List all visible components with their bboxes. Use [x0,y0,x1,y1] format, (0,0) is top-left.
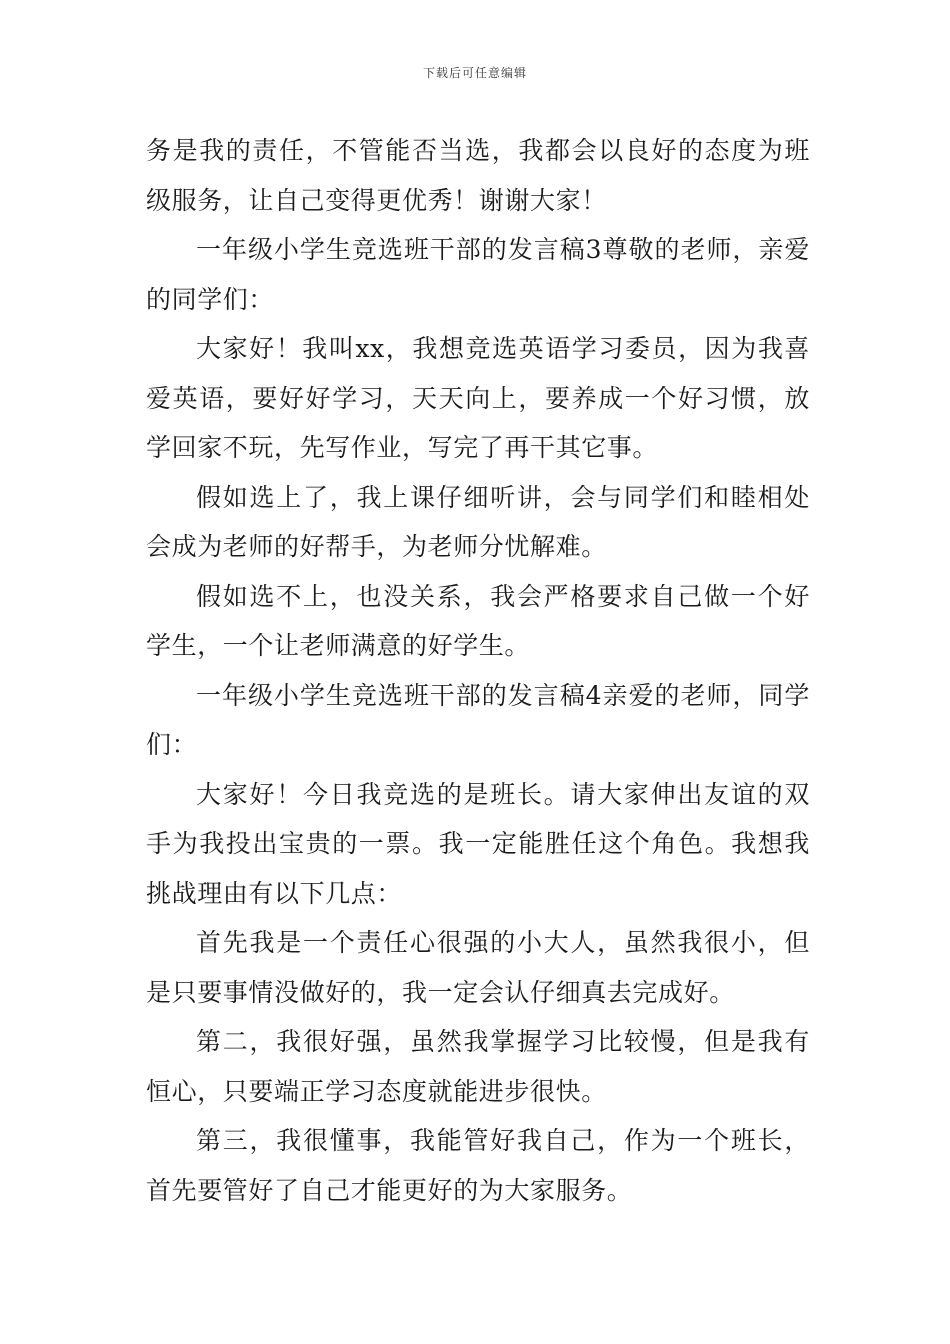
paragraph-3: 大家好！我叫xx，我想竞选英语学习委员，因为我喜爱英语，要好好学习，天天向上，要养成一个好习惯，放学回家不玩，先写作业，写完了再干其它事。 [146,334,810,462]
paragraph-9: 第二，我很好强，虽然我掌握学习比较慢，但是我有恒心，只要端正学习态度就能进步很快。 [146,1027,810,1106]
paragraph-4: 假如选上了，我上课仔细听讲，会与同学们和睦相处会成为老师的好帮手，为老师分忧解难。 [146,482,810,561]
paragraph-8: 首先我是一个责任心很强的小大人，虽然我很小，但是只要事情没做好的，我一定会认仔细真去完成好。 [146,928,810,1007]
paragraph-10: 第三，我很懂事，我能管好我自己，作为一个班长，首先要管好了自己才能更好的为大家服务。 [146,1126,810,1205]
page-header-note: 下载后可任意编辑 [422,66,527,80]
document-body [146,126,810,1215]
paragraph-1: 务是我的责任，不管能否当选，我都会以良好的态度为班级服务，让自己变得更优秀！谢谢大家！ [146,136,810,215]
paragraph-2: 一年级小学生竞选班干部的发言稿3尊敬的老师，亲爱的同学们： [146,235,810,314]
paragraph-5: 假如选不上，也没关系，我会严格要求自己做一个好学生，一个让老师满意的好学生。 [146,581,810,660]
paragraph-7: 大家好！今日我竞选的是班长。请大家伸出友谊的双手为我投出宝贵的一票。我一定能胜任这个角色。我想我挑战理由有以下几点： [146,779,810,908]
paragraph-6: 一年级小学生竞选班干部的发言稿4亲爱的老师，同学们： [146,680,810,759]
